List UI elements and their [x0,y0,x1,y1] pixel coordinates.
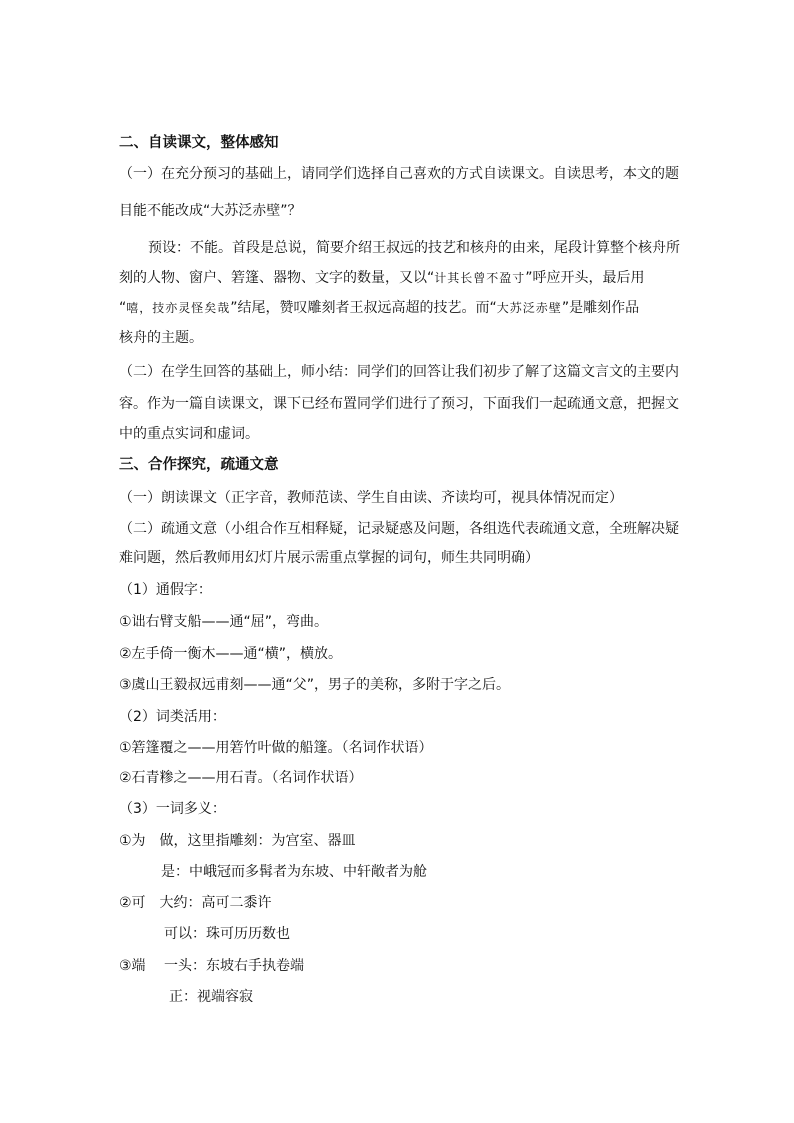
paragraph-line: （一）在充分预习的基础上，请同学们选择自己喜欢的方式自读课文。自读思考，本文的题 [119,166,679,182]
paragraph-line: 难问题，然后教师用幻灯片展示需重点掌握的词句，师生共同明确） [119,550,539,566]
list-item-continuation: 正：视端容寂 [169,989,253,1005]
paragraph-line: 目能不能改成“大苏泛赤壁”？ [119,203,302,219]
list-item: ③端 一头：东坡右手执卷端 [119,958,305,974]
list-item-continuation: 可以：珠可历历数也 [164,926,290,942]
subsection-title: （3）一词多义： [119,801,226,817]
paragraph-line: （二）在学生回答的基础上，师小结：同学们的回答让我们初步了解了这篇文言文的主要内 [119,364,679,380]
section-heading-2: 二、自读课文，整体感知 [119,135,279,151]
list-item: ②石青糁之——用石青。（名词作状语） [119,770,363,786]
list-item: ②左手倚一衡木——通“横”，横放。 [119,646,343,662]
answer-text: ”是雕刻作品 [561,300,640,316]
answer-text: 刻的人物、窗户、箬篷、器物、文字的数量，又以“ [119,270,435,286]
quoted-phrase: 大苏泛赤壁 [496,301,562,315]
answer-line: 预设：不能。首段是总说，简要介绍王叔远的技艺和核舟的由来，尾段计算整个核舟所 [148,240,680,256]
list-item: ②可 大约：高可二黍许 [119,895,272,911]
quoted-phrase: 计其长曾不盈寸 [434,271,526,285]
subsection-title: （2）词类活用： [119,709,226,725]
paragraph-line: 容。作为一篇自读课文，课下已经布置同学们进行了预习，下面我们一起疏通文意，把握文 [119,396,679,412]
quoted-phrase: 嘻，技亦灵怪矣哉 [126,301,231,315]
list-item: ①为 做，这里指雕刻：为宫室、器皿 [119,833,356,849]
list-item-continuation: 是：中峨冠而多髯者为东坡、中轩敞者为舱 [161,864,427,880]
list-item: ③虞山王毅叔远甫刻——通“父”，男子的美称，多附于字之后。 [119,677,511,693]
section-heading-3: 三、合作探究，疏通文意 [119,457,279,473]
answer-text: ”呼应开头，最后用 [525,270,645,286]
list-item: ①箬篷覆之——用箬竹叶做的船篷。（名词作状语） [119,740,433,756]
answer-line: 核舟的主题。 [119,330,203,346]
answer-text: ”结尾，赞叹雕刻者王叔远高超的技艺。而“ [230,300,497,316]
paragraph-line: （二）疏通文意（小组合作互相释疑，记录疑惑及问题，各组选代表疏通文意，全班解决疑 [119,521,679,537]
subsection-title: （1）通假字： [119,582,212,598]
answer-text: “ [119,300,127,316]
paragraph-line: 中的重点实词和虚词。 [119,426,259,442]
list-item: ①诎右臂支船——通“屈”，弯曲。 [119,614,329,630]
answer-line [119,268,645,288]
paragraph-line: （一）朗读课文（正字音，教师范读、学生自由读、齐读均可，视具体情况而定） [119,490,623,506]
answer-line [119,298,639,318]
